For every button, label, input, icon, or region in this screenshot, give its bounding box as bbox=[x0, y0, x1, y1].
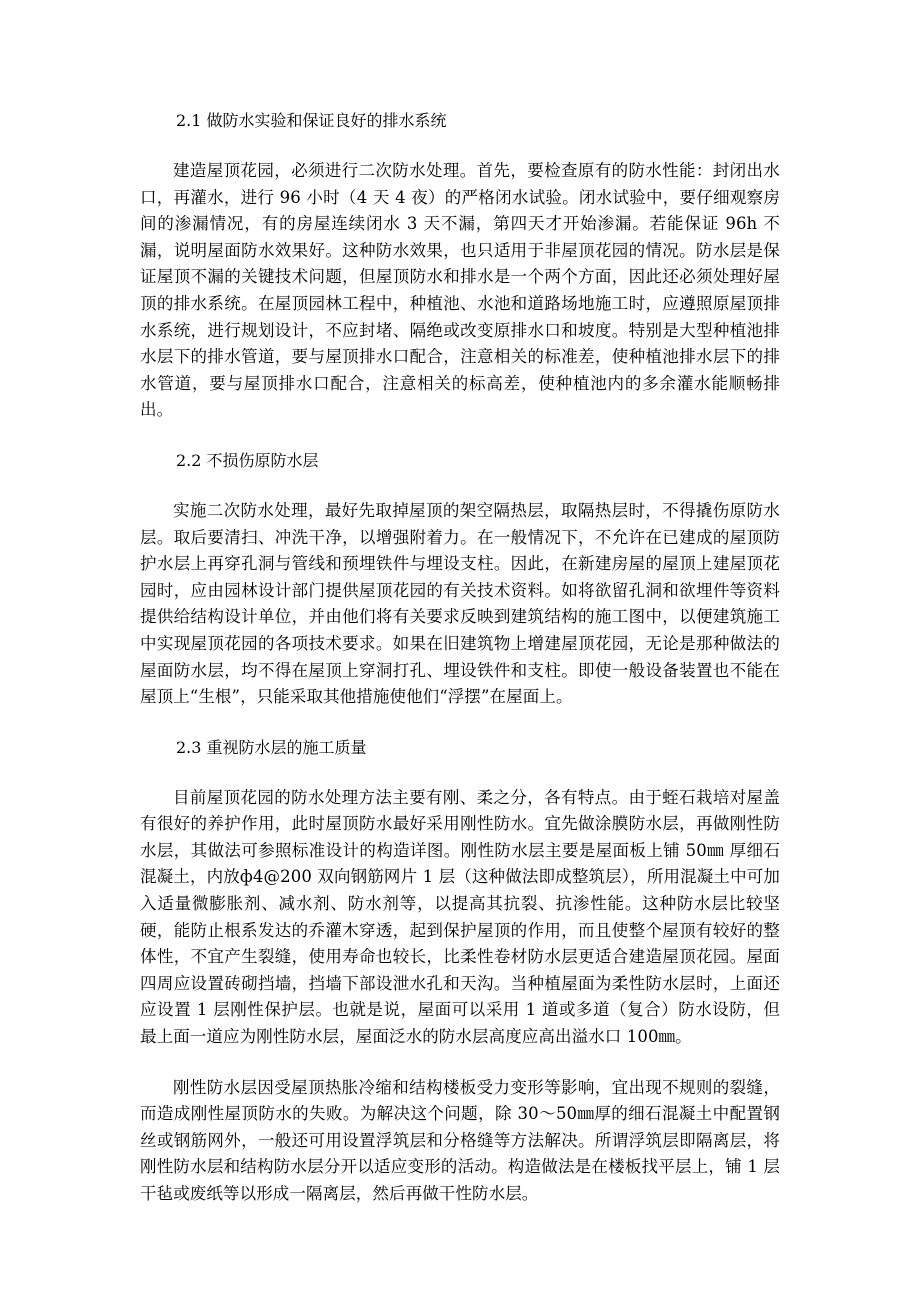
paragraph: 建造屋顶花园，必须进行二次防水处理。首先，要检查原有的防水性能：封闭出水口，再灌水，进行 96 小时（4 天 4 夜）的严格闭水试验。闭水试验中，要仔细观察房间的渗漏情况，有的房屋连续闭水 3 天不漏，第四天才开始渗漏。若能保证 96h 不漏，说明屋面防水效果好。这种防水效果，也只适用于非屋顶花园的情况。防水层是保证屋顶不漏的关键技术问题，但屋顶防水和排水是一个两个方面，因此还必须处理好屋顶的排水系统。在屋顶园林工程中，种植池、水池和道路场地施工时，应遵照原屋顶排水系统，进行规划设计，不应封堵、隔绝或改变原排水口和坡度。特别是大型种植池排水层下的排水管道，要与屋顶排水口配合，注意相关的标准差，使种植池排水层下的排水管道，要与屋顶排水口配合，注意相关的标高差，使种植池内的多余灌水能顺畅排出。 bbox=[140, 161, 780, 420]
paragraph: 刚性防水层因受屋顶热胀冷缩和结构楼板受力变形等影响，宜出现不规则的裂缝，而造成刚性屋顶防水的失败。为解决这个问题，除 30～50㎜厚的细石混凝土中配置钢丝或钢筋网外，一般还可用设置浮筑层和分格缝等方法解决。所谓浮筑层即隔离层，将刚性防水层和结构防水层分开以适应变形的活动。构造做法是在楼板找平层上，铺 1 层干毡或废纸等以形成一隔离层，然后再做干性防水层。 bbox=[140, 1077, 780, 1203]
paragraph: 实施二次防水处理，最好先取掉屋顶的架空隔热层，取隔热层时，不得撬伤原防水层。取后要清扫、冲洗干净，以增强附着力。在一般情况下，不允许在已建成的屋顶防护水层上再穿孔洞与管线和预埋铁件与埋设支柱。因此，在新建房屋的屋顶上建屋顶花园时，应由园林设计部门提供屋顶花园的有关技术资料。如将欲留孔洞和欲埋件等资料提供给结构设计单位，并由他们将有关要求反映到建筑结构的施工图中，以便建筑施工中实现屋顶花园的各项技术要求。如果在旧建筑物上增建屋顶花园，无论是那种做法的屋面防水层，均不得在屋顶上穿洞打孔、埋设铁件和支柱。即使一般设备装置也不能在屋顶上“生根”，只能采取其他措施使他们“浮摆”在屋面上。 bbox=[140, 500, 780, 707]
paragraph: 目前屋顶花园的防水处理方法主要有刚、柔之分，各有特点。由于蛭石栽培对屋盖有很好的养护作用，此时屋顶防水最好采用刚性防水。宜先做涂膜防水层，再做刚性防水层，其做法可参照标准设计的构造详图。刚性防水层主要是屋面板上铺 50㎜ 厚细石混凝土，内放ф4@200 双向钢筋网片 1 层（这种做法即成整筑层），所用混凝土中可加入适量微膨胀剂、减水剂、防水剂等，以提高其抗裂、抗渗性能。这种防水层比较坚硬，能防止根系发达的乔灌木穿透，起到保护屋顶的作用，而且使整个屋顶有较好的整体性，不宜产生裂缝，使用寿命也较长，比柔性卷材防水层更适合建造屋顶花园。屋面四周应设置砖砌挡墙，挡墙下部设泄水孔和天沟。当种植屋面为柔性防水层时，上面还应设置 1 层刚性保护层。也就是说，屋面可以采用 1 道或多道（复合）防水设防，但最上面一道应为刚性防水层，屋面泛水的防水层高度应高出溢水口 100㎜。 bbox=[140, 787, 780, 1047]
section-heading: 2.2 不损伤原防水层 bbox=[176, 450, 319, 470]
section-heading: 2.3 重视防水层的施工质量 bbox=[176, 737, 367, 757]
section-2-1 bbox=[140, 108, 780, 424]
document-page bbox=[140, 108, 780, 1232]
section-2-2 bbox=[140, 448, 780, 711]
section-heading: 2.1 做防水实验和保证良好的排水系统 bbox=[176, 111, 447, 130]
section-2-3 bbox=[140, 735, 780, 1208]
